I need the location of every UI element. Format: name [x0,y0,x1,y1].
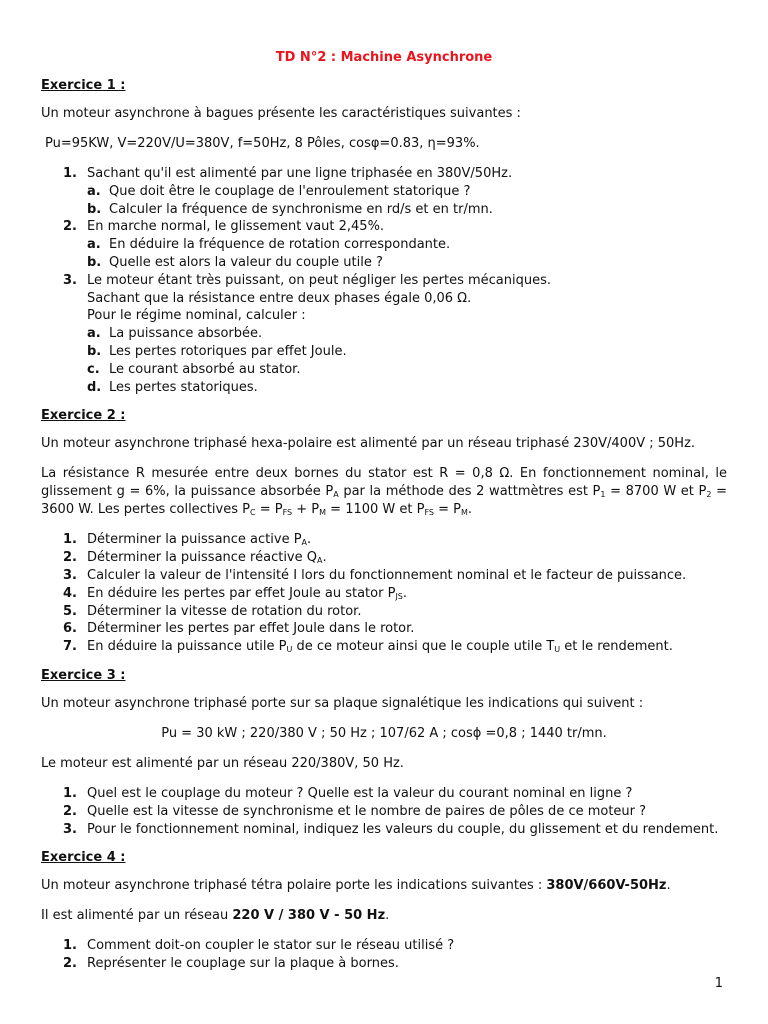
sub-questions [87,325,727,396]
sub-question-label: b. [87,254,102,270]
question-number: 6. [63,621,77,637]
question-number: 2. [63,803,77,819]
sub-question-a [87,183,727,201]
sub-questions [87,236,727,272]
sub-question-a [87,236,727,254]
sub-question-label: d. [87,379,102,395]
exercise-3-intro: Un moteur asynchrone triphasé porte sur sa plaque signalétique les indications qui suivent : [41,695,644,711]
question-text: Comment doit-on coupler le stator sur le réseau utilisé ? [87,938,455,954]
subscript: FS [282,508,293,518]
sub-question-text: Calculer la fréquence de synchronisme en rd/s et en tr/mn. [109,201,493,217]
line-end: . [385,908,390,924]
sub-question-b [87,254,727,272]
question-number: 1. [63,532,77,548]
exercise-2-question-5 [41,603,727,621]
line-text: Il est alimenté par un réseau [41,908,233,924]
exercise-4-network-line [41,907,727,925]
question-text-line-2: Sachant que la résistance entre deux phases égale 0,06 Ω. [87,290,472,306]
subscript: JS [395,591,403,601]
question-text: Quel est le couplage du moteur ? Quelle est la valeur du courant nominal en ligne ? [87,785,633,801]
paragraph-text: = 8700 W et P [605,484,707,500]
subscript: 1 [600,490,606,500]
question-number: 7. [63,639,77,655]
exercise-2-heading: Exercice 2 : [41,408,126,424]
subscript: C [249,508,256,518]
exercise-2-paragraph [41,465,727,519]
sub-question-b [87,201,727,219]
exercise-1-question-2 [41,218,727,271]
exercise-2-question-1 [41,531,727,549]
question-text: En marche normal, le glissement vaut 2,45%. [87,219,385,235]
question-text: Calculer la valeur de l'intensité I lors du fonctionnement nominal et le facteur de puissance. [87,567,687,583]
question-number: 1. [63,785,77,801]
exercise-1-heading: Exercice 1 : [41,78,126,93]
subscript: U [286,645,293,655]
subscript: 2 [706,490,712,500]
exercise-4-question-1 [41,937,727,955]
sub-question-text: En déduire la fréquence de rotation correspondante. [109,237,451,253]
subscript: A [333,490,339,500]
sub-question-text: Le courant absorbé au stator. [109,361,301,377]
question-number: 3. [63,567,77,583]
paragraph-text: La résistance R mesurée entre deux bornes du stator est R = 0,8 Ω. En fonctionnement nominal, le glissement g = 6%, la puissance absorbée P [41,466,727,500]
question-text: Déterminer la vitesse de rotation du rotor. [87,603,362,619]
document-page [41,50,727,985]
sub-question-label: a. [87,237,101,253]
exercise-2-questions [41,531,727,656]
exercise-1 [41,78,727,396]
exercise-3-questions [41,785,727,838]
subscript: A [301,538,308,548]
exercise-3-question-1 [41,785,727,803]
exercise-4-questions [41,937,727,973]
question-number: 4. [63,585,77,601]
question-text: Sachant qu'il est alimenté par une ligne triphasée en 380V/50Hz. [87,166,513,181]
sub-question-b [87,343,727,361]
exercise-2-question-2 [41,549,727,567]
paragraph-text: . [467,502,473,518]
question-text-line-3: Pour le régime nominal, calculer : [87,308,306,324]
line-bold-network: 220 V / 380 V - 50 Hz [232,908,386,924]
exercise-3-question-3 [41,821,727,839]
subscript: U [554,645,561,655]
question-number: 1. [63,938,77,954]
question-text: Représenter le couplage sur la plaque à bornes. [87,956,399,972]
exercise-3 [41,668,727,838]
intro-text: Un moteur asynchrone triphasé tétra polaire porte les indications suivantes : [41,878,547,894]
question-number: 2. [63,219,77,235]
sub-question-text: Quelle est alors la valeur du couple utile ? [109,254,383,270]
sub-question-label: c. [87,361,100,377]
exercise-4-intro [41,877,727,895]
question-text: Déterminer les pertes par effet Joule dans le rotor. [87,621,415,637]
exercise-1-question-1 [41,165,727,218]
exercise-3-network-line: Le moteur est alimenté par un réseau 220/380V, 50 Hz. [41,755,404,771]
question-text: Pour le fonctionnement nominal, indiquez les valeurs du couple, du glissement et du rendement. [87,821,719,837]
question-text: En déduire la puissance utile P [87,639,287,655]
sub-questions [87,183,727,219]
sub-question-label: a. [87,183,101,199]
paragraph-text: = 3600 W. Les pertes collectives P [41,484,727,518]
sub-question-label: b. [87,201,102,217]
subscript: A [317,556,323,566]
question-number: 2. [63,550,77,566]
exercise-1-intro: Un moteur asynchrone à bagues présente les caractéristiques suivantes : [41,106,521,121]
sub-question-text: La puissance absorbée. [109,326,263,342]
exercise-3-heading: Exercice 3 : [41,667,126,683]
sub-question-c [87,361,727,379]
question-text: Le moteur étant très puissant, on peut négliger les pertes mécaniques. [87,272,551,288]
document-title: TD N°2 : Machine Asynchrone [275,50,493,65]
question-number: 5. [63,603,77,619]
exercise-4-heading: Exercice 4 : [41,850,126,866]
paragraph-text: par la méthode des 2 wattmètres est P [338,484,601,500]
question-text: Déterminer la puissance active P [87,532,302,548]
exercise-1-question-3 [41,272,727,397]
exercise-2 [41,408,727,656]
question-number: 3. [63,821,77,837]
paragraph-text: = P [434,502,462,518]
exercise-1-specs: Pu=95KW, V=220V/U=380V, f=50Hz, 8 Pôles, cosφ=0.83, η=93%. [45,136,480,151]
sub-question-text: Que doit être le couplage de l'enroulement statorique ? [109,183,471,199]
question-number: 3. [63,272,77,288]
question-number: 2. [63,956,77,972]
subscript: M [461,508,468,518]
exercise-2-intro: Un moteur asynchrone triphasé hexa-polaire est alimenté par un réseau triphasé 230V/400V ; 50Hz. [41,436,696,452]
exercise-4-question-2 [41,955,727,973]
sub-question-d [87,379,727,397]
exercise-4 [41,850,727,973]
exercise-3-specs: Pu = 30 kW ; 220/380 V ; 50 Hz ; 107/62 A ; cosϕ =0,8 ; 1440 tr/mn. [161,725,607,741]
subscript: M [319,508,327,518]
page-number: 1 [714,976,723,991]
question-text-mid: de ce moteur ainsi que le couple utile T [292,639,555,655]
question-text: En déduire les pertes par effet Joule au stator P [87,585,396,601]
sub-question-label: b. [87,343,102,359]
paragraph-text: = 1100 W et P [326,502,425,518]
question-text: Quelle est la vitesse de synchronisme et le nombre de paires de pôles de ce moteur ? [87,803,647,819]
exercise-2-question-4 [41,585,727,603]
question-text: Déterminer la puissance réactive Q [87,550,317,566]
exercise-2-question-6 [41,620,727,638]
question-text-end: et le rendement. [560,639,673,655]
exercise-2-question-3 [41,567,727,585]
sub-question-a [87,325,727,343]
question-text-end: . [322,550,327,566]
exercise-1-questions [41,165,727,396]
question-text-end: . [402,585,408,601]
exercise-3-question-2 [41,803,727,821]
paragraph-text: + P [292,502,320,518]
paragraph-text: = P [255,502,283,518]
subscript: FS [424,508,435,518]
intro-bold-rating: 380V/660V-50Hz [546,878,667,894]
exercise-2-question-7 [41,638,727,656]
sub-question-text: Les pertes statoriques. [109,379,258,395]
sub-question-text: Les pertes rotoriques par effet Joule. [109,343,347,359]
intro-end: . [666,878,671,894]
sub-question-label: a. [87,326,101,342]
question-text-end: . [307,532,312,548]
question-number: 1. [63,166,77,181]
